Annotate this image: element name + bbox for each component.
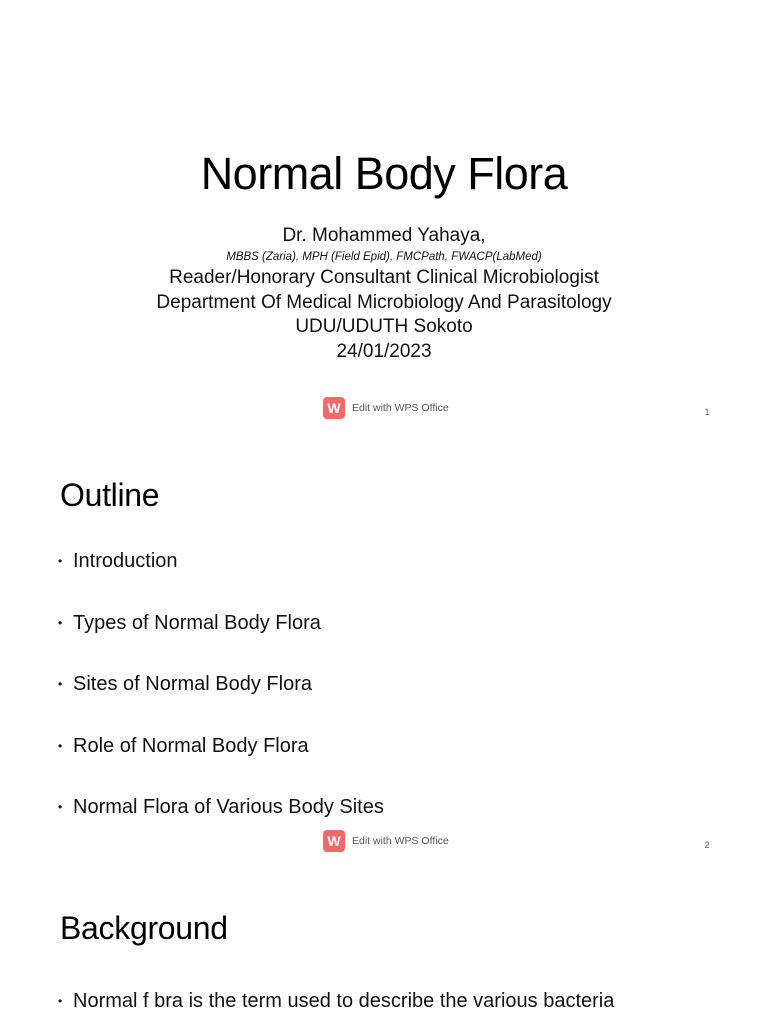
bullet-icon: • xyxy=(58,554,63,568)
slide-title: Background xyxy=(60,910,228,946)
wps-watermark-text: Edit with WPS Office xyxy=(352,402,449,414)
wps-watermark[interactable] xyxy=(323,829,453,853)
list-item: • Types of Normal Body Flora xyxy=(58,611,321,634)
bullet-icon: • xyxy=(58,738,63,753)
list-item: • Normal Flora of Various Body Sites xyxy=(58,796,384,818)
list-item: • Introduction xyxy=(58,550,178,572)
bullet-icon: • xyxy=(58,800,63,814)
list-item: • Sites of Normal Body Flora xyxy=(58,673,312,695)
author-institution: UDU/UDUTH Sokoto xyxy=(295,316,473,337)
author-department: Department Of Medical Microbiology And Parasitology xyxy=(156,291,612,313)
author-name: Dr. Mohammed Yahaya, xyxy=(282,225,486,246)
author-qualifications: MBBS (Zaria), MPH (Field Epid), FMCPath, FWACP(LabMed) xyxy=(226,251,542,263)
wps-watermark[interactable] xyxy=(323,396,453,420)
bullet-icon: • xyxy=(58,677,63,691)
presentation-date: 24/01/2023 xyxy=(336,340,432,362)
wps-watermark-text: Edit with WPS Office xyxy=(352,835,449,847)
bullet-list xyxy=(58,989,614,1024)
wps-logo-icon: W xyxy=(323,830,345,852)
slide-number: 1 xyxy=(704,407,710,417)
bullet-icon: • xyxy=(58,994,63,1008)
list-item: • Normal f bra is the term used to describe the various bacteria xyxy=(58,990,615,1012)
presentation-title: Normal Body Flora xyxy=(200,148,568,199)
author-block xyxy=(0,224,768,364)
slide-outline xyxy=(0,433,768,866)
list-item: • Role of Normal Body Flora xyxy=(58,734,309,757)
slide-number: 2 xyxy=(704,840,710,850)
bullet-list xyxy=(58,549,384,857)
slide-title xyxy=(0,0,768,433)
slide-title: Outline xyxy=(60,477,160,513)
wps-logo-icon: W xyxy=(323,397,345,419)
bullet-icon: • xyxy=(58,615,63,630)
author-position: Reader/Honorary Consultant Clinical Microbiologist xyxy=(169,267,599,288)
slide-background xyxy=(0,866,768,1024)
